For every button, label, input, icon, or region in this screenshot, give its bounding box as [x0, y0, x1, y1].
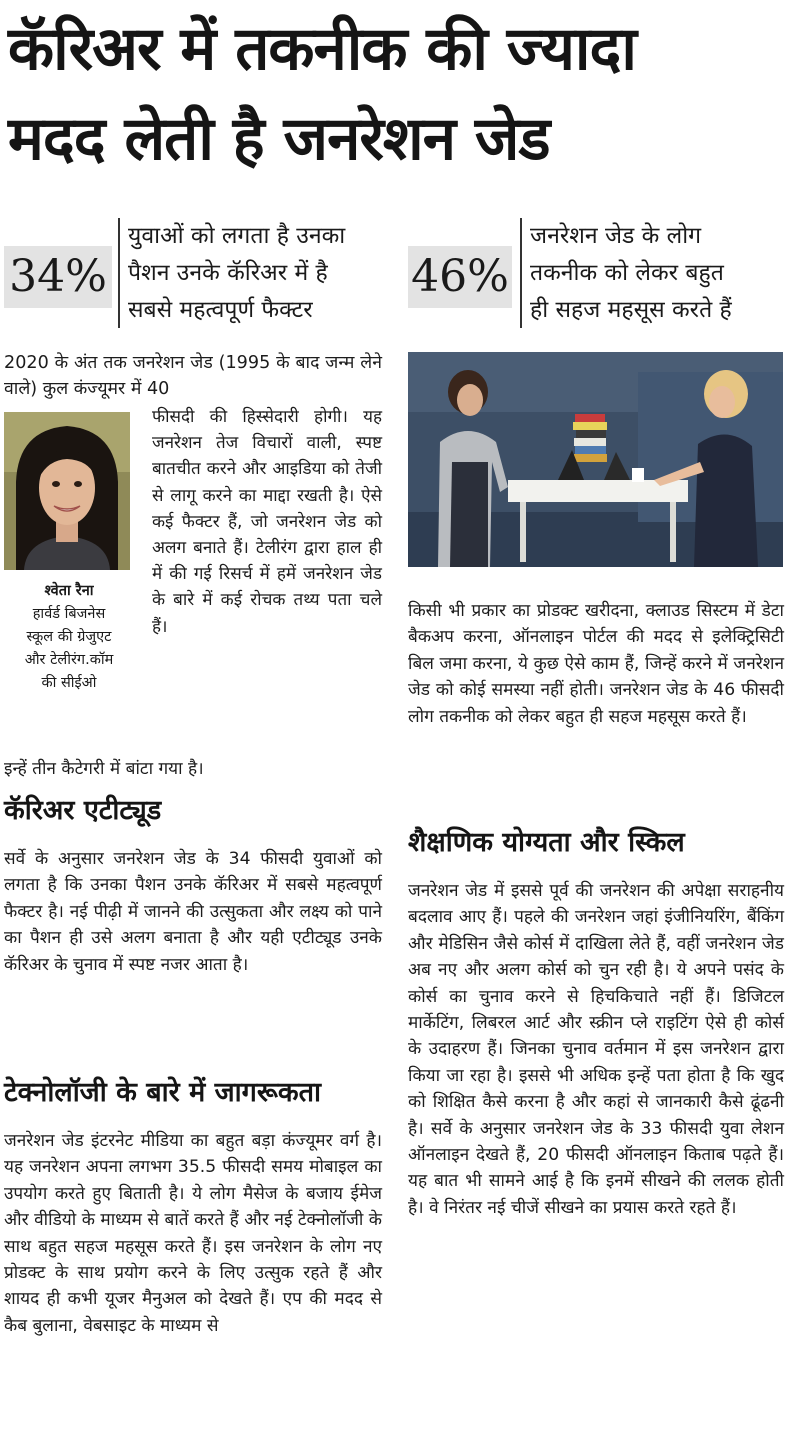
stat-percent-34: 34%: [4, 246, 112, 308]
section-text-education: जनरेशन जेड में इससे पूर्व की जनरेशन की अपेक्षा सराहनीय बदलाव आए हैं। पहले की जनरेशन जहां इंजीनियरिंग, बैंकिंग और मेडिसिन जैसे कोर्स में दाखिला लेते हैं, वहीं जनरेशन जेड अब नए और अलग कोर्स को चुन रही है। ये अपने पसंद के कोर्स का चुनाव करने से हिचकिचाते नहीं हैं। डिजिटल मार्केटिंग, लिबरल आर्ट और स्क्रीन प्ले राइटिंग ऐसे ही कोर्स के उदाहरण हैं। जिनका चुनाव वर्तमान में इस जनरेशन द्वारा किया जा रहा है। इससे भी अधिक इन्हें पता होता है कि खुद को शिक्षित कैसे करना है और कहां से जानकारी कैसे ढूंढनी है। सर्वे के अनुसार जनरेशन जेड के 33 फीसदी युवा लेशन ऑनलाइन देखते हैं, 20 फीसदी ऑनलाइन किताब पढ़ते हैं। यह बात भी सामने आई है कि इनमें सीखने की ललक होती है। वे निरंतर नई चीजें सीखने का प्रयास करते रहते हैं।: [408, 881, 784, 1218]
author-desc-line: और टेलीरंग.कॉम: [24, 652, 114, 668]
intro-paragraph-wrap: फीसदी की हिस्सेदारी होगी। यह जनरेशन तेज विचारों वाली, स्पष्ट बातचीत करने और आइडिया को तेजी से लागू करने का माद्दा रखती है। ऐसे कई फैक्टर हैं, जो जनरेशन जेड को अलग बनाते हैं। टेलीरंग द्वारा हाल ही में की गई रिसर्च में हमें जनरेशन जेड के बारे में कई रोचक तथ्य पता चले हैं।: [152, 407, 382, 637]
section-text-career: सर्वे के अनुसार जनरेशन जेड के 34 फीसदी युवाओं को लगता है कि उनका पैशन उनके कॅरिअर में सबसे महत्वपूर्ण फैक्टर है। नई पीढ़ी में जानने की उत्सुकता और लक्ष्य को पाने का पैशन ही उसे अलग बनाता है और यही एटीट्यूड उनके कॅरिअर के चुनाव में स्पष्ट नजर आता है।: [4, 849, 382, 975]
intro-paragraph-bottom: इन्हें तीन कैटेगरी में बांटा गया है।: [4, 759, 204, 779]
section-text-technology: जनरेशन जेड इंटरनेट मीडिया का बहुत बड़ा कंज्यूमर वर्ग है। यह जनरेशन अपना लगभग 35.5 फीसदी समय मोबाइल का उपयोग करते हुए बिताती है। ये लोग मैसेज के बजाय ईमेज और वीडियो के माध्यम से बातें करते हैं और नई टेक्नोलॉजी के साथ बहुत सहज महसूस करते हैं। इस जनरेशन के लोग नए प्रोडक्ट के साथ प्रयोग करने के लिए उत्सुक रहते हैं और शायद ही कभी यूजर मैनुअल को देखते हैं। एप की मदद से कैब बुलाना, वेबसाइट के माध्यम से: [4, 1131, 382, 1336]
stat-box-46: [408, 218, 784, 328]
stat-text-line: सबसे महत्वपूर्ण फैक्टर: [128, 297, 313, 323]
stat-box-34: [4, 218, 384, 328]
stat-divider: [520, 218, 522, 328]
stat-text-34: [128, 218, 388, 329]
office-photo: [408, 352, 783, 567]
stat-percent-46: 46%: [408, 246, 512, 308]
author-caption: [4, 580, 134, 695]
intro-paragraph-top: 2020 के अंत तक जनरेशन जेड (1995 के बाद जन्म लेने वाले) कुल कंज्यूमर में 40: [4, 353, 382, 400]
author-desc-line: स्कूल की ग्रेजुएट: [26, 629, 112, 645]
headline-line-2: मदद लेती है जनरेशन जेड: [8, 104, 550, 174]
section-heading-career: कॅरिअर एटीट्यूड: [4, 795, 162, 826]
section-heading-education: शैक्षणिक योग्यता और स्किल: [408, 827, 685, 858]
headline: [8, 4, 780, 184]
author-desc-line: हार्वर्ड बिजनेस: [32, 606, 106, 622]
stat-text-line: जनरेशन जेड के लोग: [530, 223, 702, 249]
author-name: श्वेता रैना: [44, 583, 94, 599]
right-column-continuation: किसी भी प्रकार का प्रोडक्ट खरीदना, क्लाउड सिस्टम में डेटा बैकअप करना, ऑनलाइन पोर्टल की मदद से इलेक्ट्रिसिटी बिल जमा करना, ये कुछ ऐसे काम हैं, जिन्हें करने में जनरेशन जेड को कोई समस्या नहीं होती। जनरेशन जेड के 46 फीसदी लोग तकनीक को लेकर बहुत ही सहज महसूस करते हैं।: [408, 601, 784, 727]
section-heading-technology: टेक्नोलॉजी के बारे में जागरूकता: [4, 1077, 321, 1108]
stat-divider: [118, 218, 120, 328]
stat-text-line: पैशन उनके कॅरिअर में है: [128, 260, 328, 286]
stat-text-line: तकनीक को लेकर बहुत: [530, 260, 724, 286]
author-desc-line: की सीईओ: [41, 675, 97, 691]
author-photo: [4, 412, 130, 570]
stat-text-46: [530, 218, 786, 329]
stat-text-line: युवाओं को लगता है उनका: [128, 223, 346, 249]
stat-text-line: ही सहज महसूस करते हैं: [530, 297, 732, 323]
headline-line-1: कॅरिअर में तकनीक की ज्यादा: [8, 14, 636, 84]
